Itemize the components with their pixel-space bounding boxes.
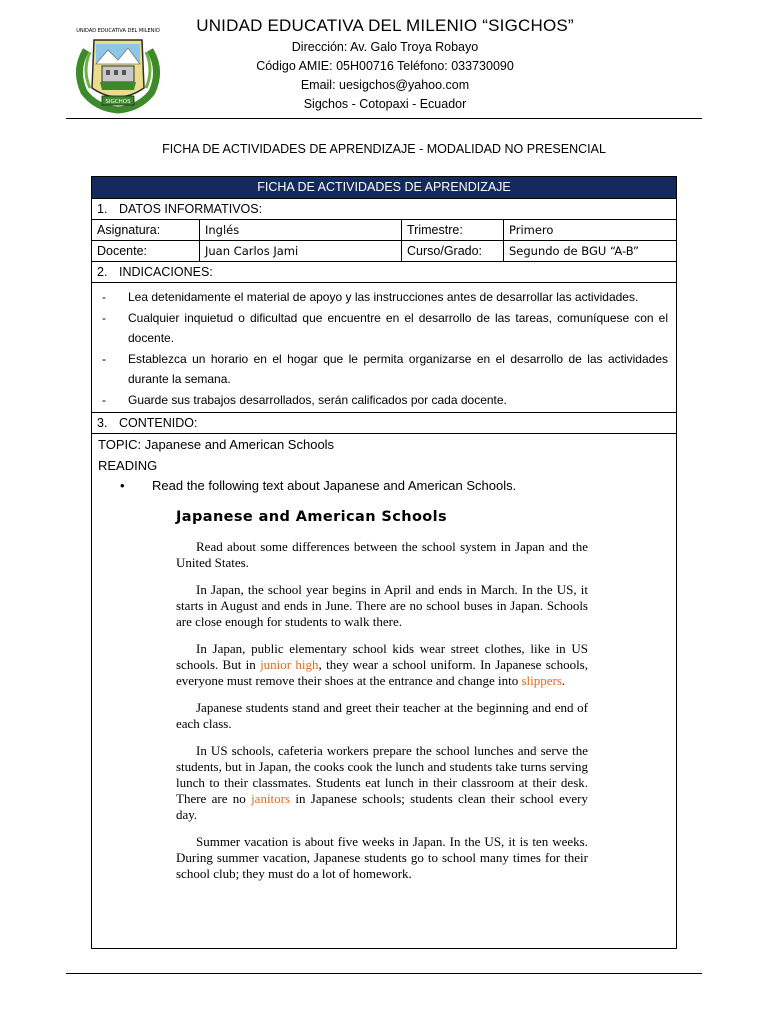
logo-text-bottom: SIGCHOS xyxy=(105,99,131,105)
footer-divider xyxy=(66,973,702,974)
topic-heading: TOPIC: Japanese and American Schools xyxy=(98,437,335,452)
section-title: CONTENIDO: xyxy=(119,416,198,430)
docente-value: Juan Carlos Jami xyxy=(200,241,402,261)
section-indicaciones xyxy=(92,262,676,283)
asignatura-value: Inglés xyxy=(200,220,402,240)
curso-label: Curso/Grado: xyxy=(402,241,504,261)
reading-instruction xyxy=(98,476,676,497)
activity-sheet xyxy=(91,176,677,949)
article-paragraph xyxy=(176,743,588,823)
info-row-asignatura xyxy=(92,220,676,241)
school-address: Dirección: Av. Galo Troya Robayo xyxy=(291,40,479,54)
text-run: In Japan, public elementary school kids wear street clothes, like in US schools. But in xyxy=(176,641,588,672)
list-item xyxy=(102,308,668,349)
school-name: UNIDAD EDUCATIVA DEL MILENIO “SIGCHOS” xyxy=(196,16,574,35)
section-datos-informativos xyxy=(92,199,676,220)
article-paragraph: Summer vacation is about five weeks in Japan. In the US, it is ten weeks. During summer vacation, Japanese students go to school many times for their school club; they must do a lot of homework. xyxy=(176,834,588,881)
indication-text: Cualquier inquietud o dificultad que encuentre en el desarrollo de las tareas, comuníquese con el docente. xyxy=(128,310,668,345)
indication-text: Lea detenidamente el material de apoyo y las instrucciones antes de desarrollar las actividades. xyxy=(128,290,639,304)
article-paragraph: In Japan, the school year begins in April and ends in March. In the US, it starts in August and ends in June. There are no school buses in Japan. Schools are close enough for students to walk there. xyxy=(176,582,588,629)
text-run: , they wear a school uniform. In Japanese schools, everyone must remove their shoes at the entrance and change into xyxy=(176,657,588,688)
indications-list xyxy=(92,283,676,413)
school-email: Email: uesigchos@yahoo.com xyxy=(300,78,470,92)
asignatura-label: Asignatura: xyxy=(92,220,200,240)
indication-text: Establezca un horario en el hogar que le permita organizarse en el desarrollo de las actividades durante la semana. xyxy=(128,351,668,386)
list-item xyxy=(102,349,668,390)
info-row-docente xyxy=(92,241,676,262)
school-logo xyxy=(72,20,164,114)
bullet-icon: • xyxy=(120,478,125,493)
sheet-banner: FICHA DE ACTIVIDADES DE APRENDIZAJE xyxy=(92,177,676,199)
reading-article xyxy=(176,509,588,893)
section-number: 2. xyxy=(97,265,108,279)
article-title: Japanese and American Schools xyxy=(176,509,448,525)
docente-label: Docente: xyxy=(92,241,200,261)
vocab-highlight: janitors xyxy=(251,791,291,806)
reading-heading: READING xyxy=(98,457,158,473)
section-title: INDICACIONES: xyxy=(119,265,213,279)
dash-bullet: - xyxy=(102,290,106,304)
dash-bullet: - xyxy=(102,392,106,407)
trimestre-label: Trimestre: xyxy=(402,220,504,240)
list-item xyxy=(102,287,668,308)
document-title: FICHA DE ACTIVIDADES DE APRENDIZAJE - MODALIDAD NO PRESENCIAL xyxy=(162,142,606,156)
school-code-phone: Código AMIE: 05H00716 Teléfono: 033730090 xyxy=(256,59,514,73)
school-header xyxy=(160,16,610,114)
section-title: DATOS INFORMATIVOS: xyxy=(119,202,263,216)
text-run: . xyxy=(561,673,566,688)
article-paragraph: Read about some differences between the school system in Japan and the United States. xyxy=(176,539,588,570)
dash-bullet: - xyxy=(102,351,106,366)
section-number: 1. xyxy=(97,202,108,216)
logo-text-top: UNIDAD EDUCATIVA DEL MILENIO xyxy=(76,28,160,34)
article-paragraph: Japanese students stand and greet their teacher at the beginning and end of each class. xyxy=(176,700,588,731)
school-location: Sigchos - Cotopaxi - Ecuador xyxy=(303,97,467,111)
vocab-highlight: junior high xyxy=(260,657,319,672)
trimestre-value: Primero xyxy=(509,223,554,237)
text-run: in Japanese schools; students clean their school every day. xyxy=(176,791,588,822)
list-item xyxy=(102,390,668,411)
section-number: 3. xyxy=(97,416,108,430)
vocab-highlight: slippers xyxy=(521,673,562,688)
section-contenido xyxy=(92,413,676,434)
article-paragraph xyxy=(176,641,588,689)
curso-value: Segundo de BGU “A-B” xyxy=(509,244,639,258)
header-divider xyxy=(66,118,702,119)
school-crest-icon xyxy=(72,20,164,114)
indication-text: Guarde sus trabajos desarrollados, serán calificados por cada docente. xyxy=(128,392,507,407)
content-area xyxy=(92,435,676,497)
dash-bullet: - xyxy=(102,310,106,325)
instruction-text: Read the following text about Japanese and American Schools. xyxy=(152,478,517,493)
text-run: In US schools, cafeteria workers prepare the school lunches and serve the students, but in Japan, the cooks cook the lunch and students take turns serving lunch to their classmates. Students eat lunch in their classroom at their desk. There are no xyxy=(176,743,588,806)
